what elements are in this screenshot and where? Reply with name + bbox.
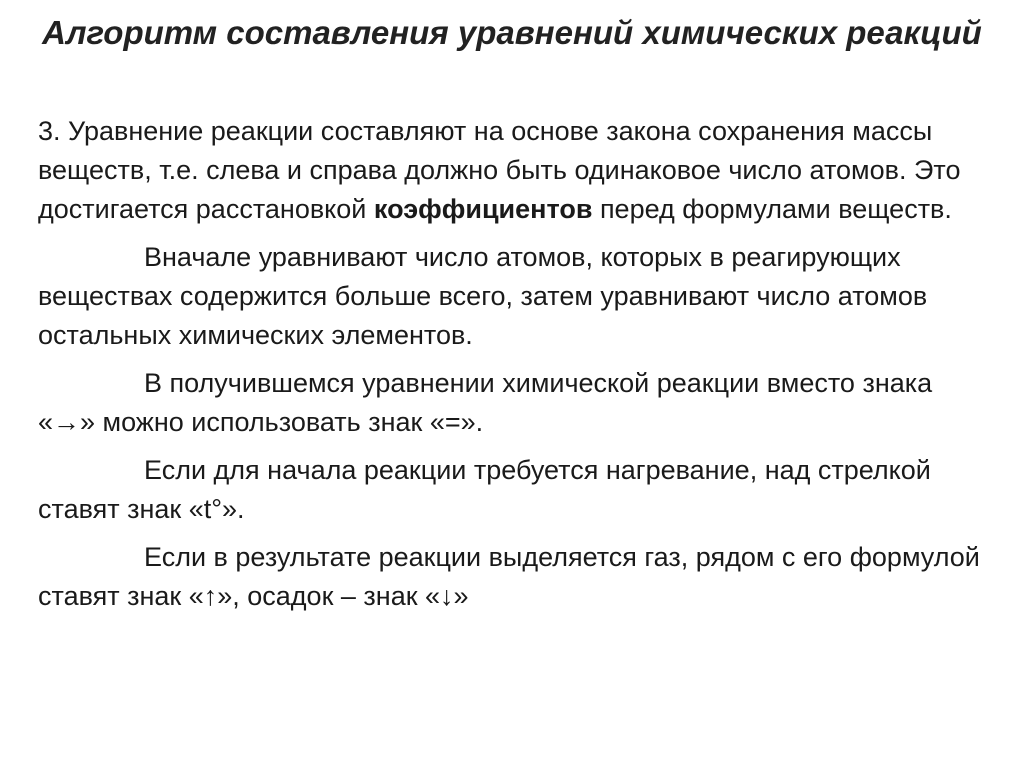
paragraph-equals-sign: В получившемся уравнении химической реакции вместо знака «→» можно использовать знак «=». xyxy=(38,368,933,437)
slide-body xyxy=(38,112,988,625)
paragraph-gas-precipitate-signs: Если в результате реакции выделяется газ, рядом с его формулой ставят знак «↑», осадок – знак «↓» xyxy=(38,542,980,611)
paragraph-step-3-text-end: перед формулами веществ. xyxy=(592,194,952,224)
slide-title: Алгоритм составления уравнений химических реакций xyxy=(42,14,982,51)
paragraph-step-3 xyxy=(38,112,988,229)
paragraph-step-3-text-start: 3. Уравнение реакции составляют на основе закона сохранения массы веществ, т.е. слева и справа должно быть одинаковое число атомов. Это достигается расстановкой xyxy=(38,116,961,224)
bold-term-coefficients: коэффициентов xyxy=(373,194,593,224)
paragraph-balancing-order: Вначале уравнивают число атомов, которых в реагирующих веществах содержится больше всего, затем уравнивают число атомов остальных химических элементов. xyxy=(38,242,928,350)
paragraph-heating-sign: Если для начала реакции требуется нагревание, над стрелкой ставят знак «t°». xyxy=(38,455,931,524)
